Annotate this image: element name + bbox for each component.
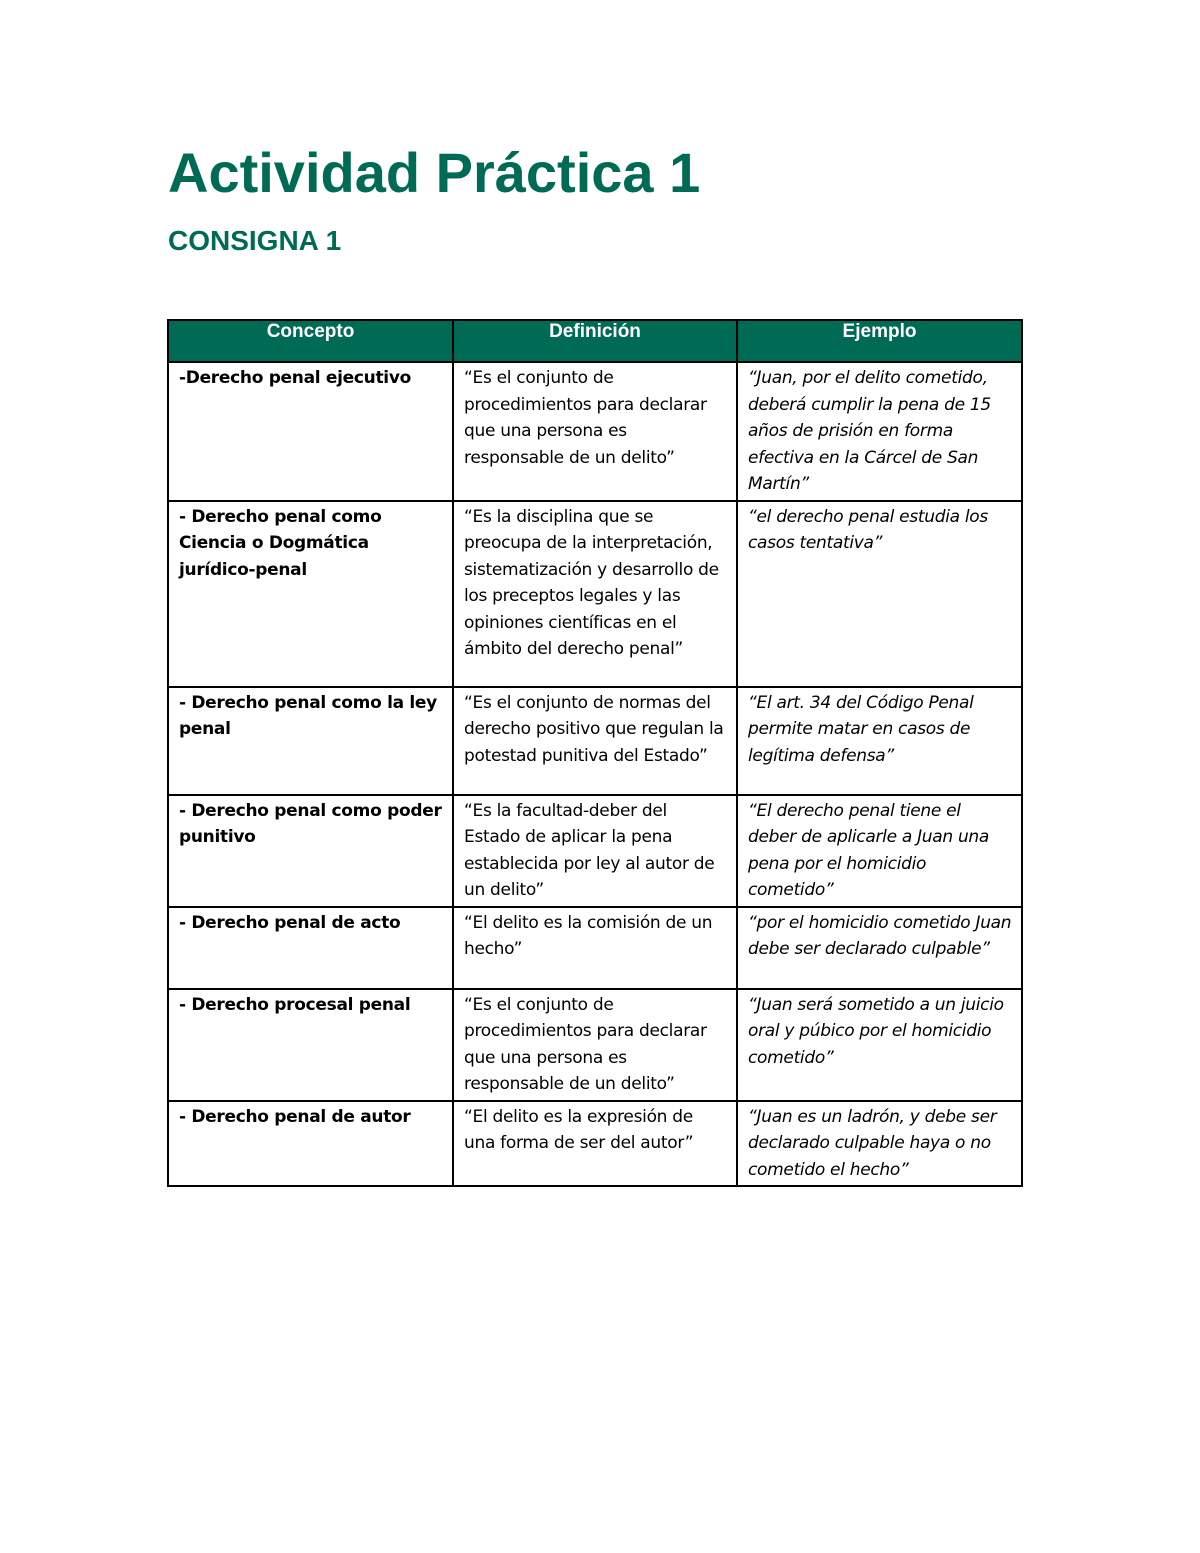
table-row — [168, 1101, 1022, 1187]
header-ejemplo-label: Ejemplo — [842, 321, 917, 342]
header-concepto-label: Concepto — [266, 321, 355, 342]
concept-cell: - Derecho penal como poder punitivo — [168, 795, 453, 907]
concept-cell: - Derecho procesal penal — [168, 989, 453, 1101]
definition-cell: “Es la facultad-deber del Estado de aplicar la pena establecida por ley al autor de un delito” — [453, 795, 737, 907]
concept-cell: -Derecho penal ejecutivo — [168, 362, 453, 501]
definition-cell: “El delito es la expresión de una forma de ser del autor” — [453, 1101, 737, 1187]
definition-cell: “Es la disciplina que se preocupa de la interpretación, sistematización y desarrollo de los preceptos legales y las opiniones científicas en el ámbito del derecho penal” — [453, 501, 737, 687]
table-row — [168, 362, 1022, 501]
table-row — [168, 989, 1022, 1101]
page-title: Actividad Práctica 1 — [168, 141, 701, 204]
header-ejemplo — [737, 320, 1022, 362]
concept-cell: - Derecho penal de acto — [168, 907, 453, 989]
subtitle: CONSIGNA 1 — [168, 225, 342, 256]
table-body — [168, 362, 1022, 1186]
header-definicion — [453, 320, 737, 362]
example-cell: “Juan es un ladrón, y debe ser declarado culpable haya o no cometido el hecho” — [737, 1101, 1022, 1187]
table-header — [168, 320, 1022, 362]
example-cell: “Juan será sometido a un juicio oral y púbico por el homicidio cometido” — [737, 989, 1022, 1101]
definition-cell: “Es el conjunto de procedimientos para declarar que una persona es responsable de un delito” — [453, 362, 737, 501]
concept-cell: - Derecho penal de autor — [168, 1101, 453, 1187]
table-row — [168, 907, 1022, 989]
example-cell: “Juan, por el delito cometido, deberá cumplir la pena de 15 años de prisión en forma efectiva en la Cárcel de San Martín” — [737, 362, 1022, 501]
example-cell: “El art. 34 del Código Penal permite matar en casos de legítima defensa” — [737, 687, 1022, 795]
concepts-table — [167, 319, 1023, 1187]
definition-cell: “El delito es la comisión de un hecho” — [453, 907, 737, 989]
concept-cell: - Derecho penal como Ciencia o Dogmática jurídico-penal — [168, 501, 453, 687]
concept-cell: - Derecho penal como la ley penal — [168, 687, 453, 795]
table-row — [168, 687, 1022, 795]
definition-cell: “Es el conjunto de normas del derecho positivo que regulan la potestad punitiva del Estado” — [453, 687, 737, 795]
example-cell: “el derecho penal estudia los casos tentativa” — [737, 501, 1022, 687]
definition-cell: “Es el conjunto de procedimientos para declarar que una persona es responsable de un delito” — [453, 989, 737, 1101]
header-row — [168, 320, 1022, 362]
example-cell: “por el homicidio cometido Juan debe ser declarado culpable” — [737, 907, 1022, 989]
table-row — [168, 501, 1022, 687]
table-row — [168, 795, 1022, 907]
header-definicion-label: Definición — [549, 321, 641, 342]
example-cell: “El derecho penal tiene el deber de aplicarle a Juan una pena por el homicidio cometido” — [737, 795, 1022, 907]
header-concepto — [168, 320, 453, 362]
